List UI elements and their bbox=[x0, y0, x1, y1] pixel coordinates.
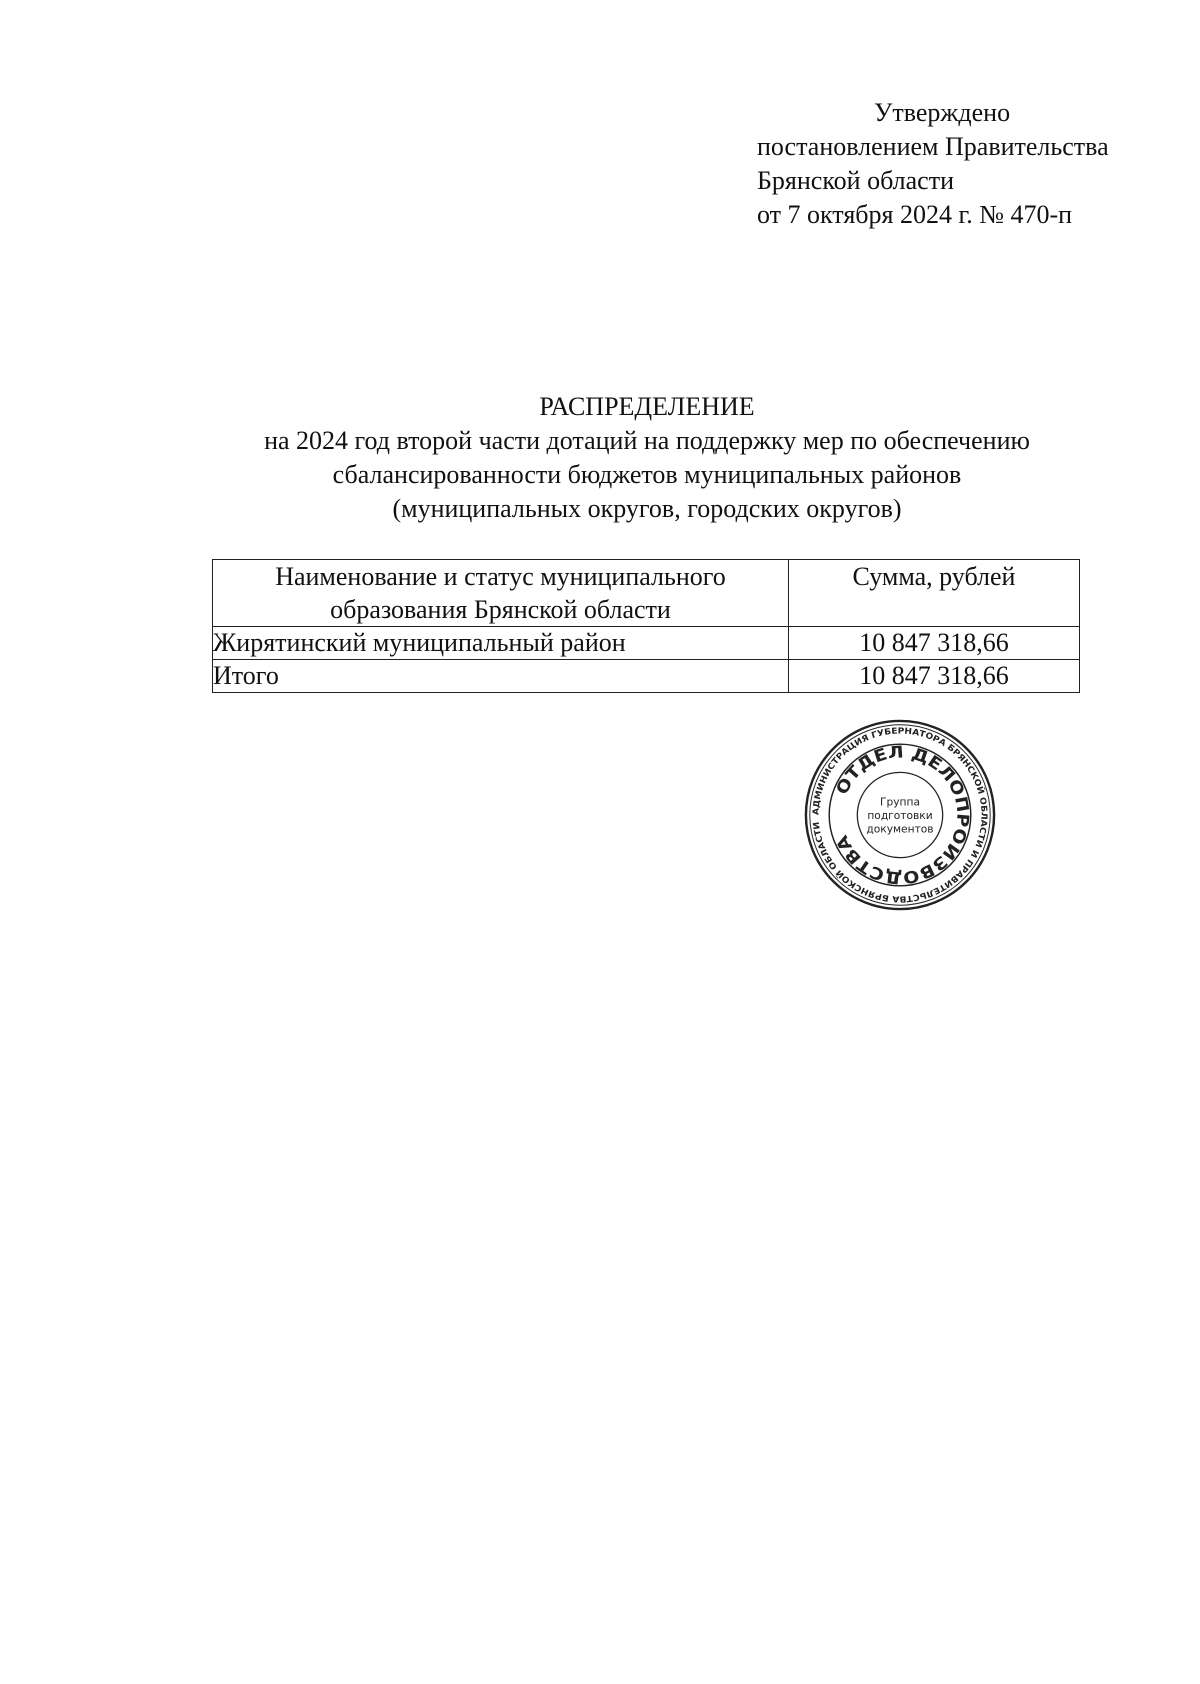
total-amount: 10 847 318,66 bbox=[789, 660, 1080, 693]
document-subtitle-line-2: сбалансированности бюджетов муниципальных районов bbox=[332, 460, 962, 489]
table-total-row bbox=[213, 660, 1080, 693]
approval-line-decree: постановлением Правительства bbox=[757, 132, 1109, 161]
stamp-center-line-2: подготовки bbox=[867, 808, 933, 822]
header-municipality-name bbox=[213, 560, 789, 627]
total-label: Итого bbox=[213, 660, 789, 693]
approval-line-approved: Утверждено bbox=[874, 98, 1011, 127]
stamp-center-line-3: документов bbox=[866, 822, 934, 836]
approval-line-region: Брянской области bbox=[757, 166, 954, 195]
document-heading bbox=[212, 390, 1082, 526]
approval-block bbox=[757, 96, 1109, 232]
stamp-outer-ring-text: АДМИНИСТРАЦИЯ ГУБЕРНАТОРА БРЯНСКОЙ ОБЛАСТИ И ПРАВИТЕЛЬСТВА БРЯНСКОЙ ОБЛАСТИ bbox=[810, 725, 990, 905]
stamp-inner-ring-text: ОТДЕЛ ДЕЛОПРОИЗВОДСТВА bbox=[832, 742, 973, 888]
document-title: РАСПРЕДЕЛЕНИЕ bbox=[539, 392, 755, 421]
header-name-line-2: образования Брянской области bbox=[330, 595, 671, 624]
stamp-center-line-1: Группа bbox=[879, 795, 921, 809]
row-municipality-name: Жирятинский муниципальный район bbox=[213, 627, 789, 660]
distribution-table bbox=[212, 559, 1080, 693]
approval-line-date-number: от 7 октября 2024 г. № 470-п bbox=[757, 200, 1073, 229]
document-subtitle-line-1: на 2024 год второй части дотаций на поддержку мер по обеспечению bbox=[264, 426, 1030, 455]
header-name-line-1: Наименование и статус муниципального bbox=[275, 562, 726, 591]
document-subtitle-line-3: (муниципальных округов, городских округов) bbox=[392, 494, 902, 523]
row-amount: 10 847 318,66 bbox=[789, 627, 1080, 660]
header-amount: Сумма, рублей bbox=[789, 560, 1080, 627]
table-header-row bbox=[213, 560, 1080, 627]
official-stamp bbox=[803, 718, 997, 912]
table-row bbox=[213, 627, 1080, 660]
